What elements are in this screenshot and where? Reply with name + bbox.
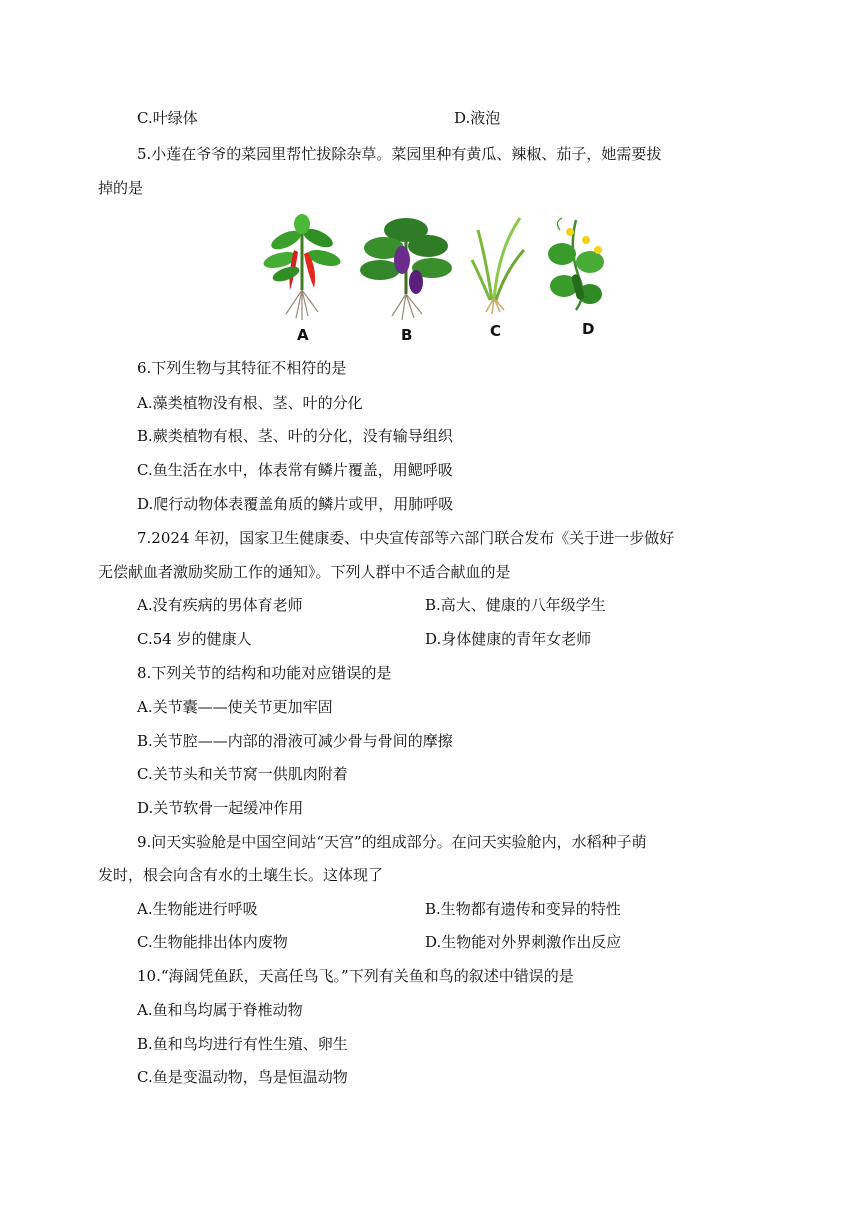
q9-option-b: B.生物都有遗传和变异的特性	[425, 900, 621, 918]
q6-option-d: D.爬行动物体表覆盖角质的鳞片或甲，用肺呼吸	[137, 495, 454, 513]
q6-option-a: A.藻类植物没有根、茎、叶的分化	[137, 394, 363, 412]
grass-weed-plant-icon	[472, 218, 524, 314]
label-c: C	[490, 322, 502, 340]
q6-stem: 6.下列生物与其特征不相符的是	[137, 359, 347, 377]
chili-pepper-plant-icon	[262, 214, 342, 320]
q7-stem-line2: 无偿献血者激励奖励工作的通知》。下列人群中不适合献血的是	[98, 563, 511, 581]
q8-option-c: C.关节头和关节窝一供肌肉附着	[137, 765, 348, 783]
q5-plant-figure	[256, 210, 616, 342]
q9-stem-line1: 9.问天实验舱是中国空间站“天宫”的组成部分。在问天实验舱内，水稻种子萌	[137, 833, 647, 851]
q7-stem-line1: 7.2024 年初，国家卫生健康委、中央宣传部等六部门联合发布《关于进一步做好	[137, 529, 675, 547]
q5-stem-line1: 5.小莲在爷爷的菜园里帮忙拔除杂草。菜园里种有黄瓜、辣椒、茄子，她需要拔	[137, 145, 662, 163]
q9-stem-line2: 发时，根会向含有水的土壤生长。这体现了	[98, 866, 384, 884]
label-b: B	[401, 326, 413, 342]
cucumber-plant-icon	[548, 218, 604, 310]
eggplant-plant-icon	[360, 218, 452, 320]
q4-option-d: D.液泡	[454, 109, 501, 127]
q7-option-b: B.高大、健康的八年级学生	[425, 596, 606, 614]
q10-option-b: B.鱼和鸟均进行有性生殖、卵生	[137, 1035, 348, 1053]
q9-option-c: C.生物能排出体内废物	[137, 933, 288, 951]
q10-option-c: C.鱼是变温动物，鸟是恒温动物	[137, 1068, 348, 1086]
q8-option-a: A.关节囊——使关节更加牢固	[137, 698, 333, 716]
q9-option-d: D.生物能对外界刺激作出反应	[425, 933, 622, 951]
q7-option-c: C.54 岁的健康人	[137, 630, 252, 648]
q4-option-c: C.叶绿体	[137, 109, 198, 127]
q6-option-c: C.鱼生活在水中，体表常有鳞片覆盖，用鳃呼吸	[137, 461, 453, 479]
q7-option-a: A.没有疾病的男体育老师	[137, 596, 303, 614]
q6-option-b: B.蕨类植物有根、茎、叶的分化，没有输导组织	[137, 427, 453, 445]
q7-option-d: D.身体健康的青年女老师	[425, 630, 592, 648]
q9-option-a: A.生物能进行呼吸	[137, 900, 258, 918]
q8-option-b: B.关节腔——内部的滑液可减少骨与骨间的摩擦	[137, 732, 453, 750]
q8-option-d: D.关节软骨一起缓冲作用	[137, 799, 304, 817]
q10-option-a: A.鱼和鸟均属于脊椎动物	[137, 1001, 303, 1019]
q10-stem: 10.“海阔凭鱼跃，天高任鸟飞。”下列有关鱼和鸟的叙述中错误的是	[137, 967, 574, 985]
label-d: D	[582, 320, 595, 338]
q5-stem-line2: 掉的是	[98, 179, 144, 197]
label-a: A	[297, 326, 309, 342]
q8-stem: 8.下列关节的结构和功能对应错误的是	[137, 664, 392, 682]
